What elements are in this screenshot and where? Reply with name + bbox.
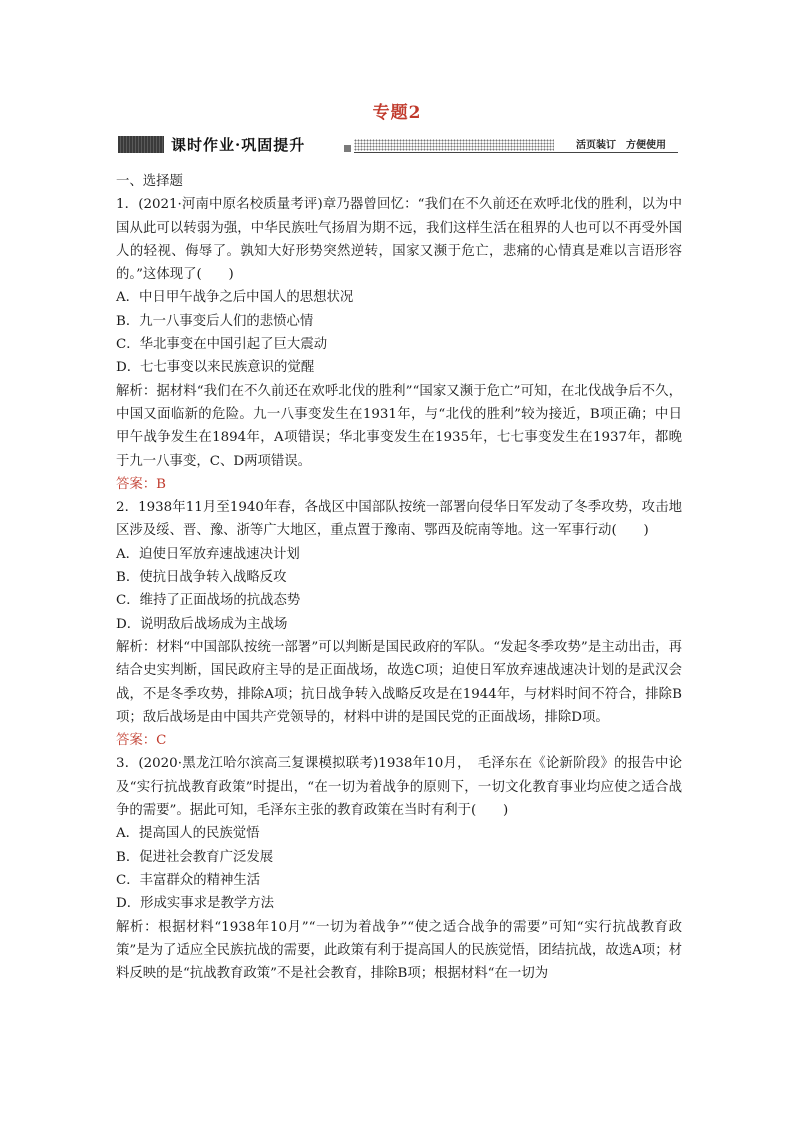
question-3-stem: 3．(2020·黑龙江哈尔滨高三复课模拟联考)1938年10月， 毛泽东在《论新阶段》的报告中论及“实行抗战教育政策”时提出，“在一切为着战争的原则下，一切文化教育事业均应使之适合战争的需要”。据此可知，毛泽东主张的教育政策在当时有利于( ) bbox=[116, 756, 682, 819]
question-1-answer: 答案：B bbox=[116, 476, 167, 492]
question-3-option-a: A．提高国人的民族觉悟 bbox=[116, 826, 260, 842]
question-1-option-b: B．九一八事变后人们的悲愤心情 bbox=[116, 313, 314, 329]
question-2-analysis: 解析：材料“中国部队按统一部署”可以判断是国民政府的军队。“发起冬季攻势”是主动出击，再结合史实判断，国民政府主导的是正面战场，故选C项；迫使日军放弃速战速决计划的是武汉会战，不是冬季攻势，排除A项；抗日战争转入战略反攻是在1944年，与材料时间不符合，排除B项；敌后战场是由中国共产党领导的，材料中讲的是国民党的正面战场，排除D项。 bbox=[116, 639, 682, 725]
question-2-answer: 答案：C bbox=[116, 733, 167, 749]
banner-label: 课时作业·巩固提升 bbox=[171, 136, 306, 154]
banner-block-decoration bbox=[118, 136, 164, 153]
banner-aside-note: 活页装订 方便使用 bbox=[576, 140, 666, 151]
question-3-analysis: 解析：根据材料“1938年10月”“一切为着战争”“使之适合战争的需要”可知“实行抗战教育政策”是为了适应全民族抗战的需要，此政策有利于提高国人的民族觉悟，团结抗战，故选A项；材料反映的是“抗战教育政策”不是社会教育，排除B项；根据材料“在一切为 bbox=[116, 919, 682, 982]
question-2-option-d: D．说明敌后战场成为主战场 bbox=[116, 616, 288, 632]
banner-rule bbox=[354, 152, 678, 153]
question-2-stem: 2．1938年11月至1940年春，各战区中国部队按统一部署向侵华日军发动了冬季攻势，攻击地区涉及绥、晋、豫、浙等广大地区，重点置于豫南、鄂西及皖南等地。这一军事行动( ) bbox=[116, 500, 682, 539]
question-3-option-b: B．促进社会教育广泛发展 bbox=[116, 849, 274, 865]
question-1-option-c: C．华北事变在中国引起了巨大震动 bbox=[116, 337, 328, 353]
question-1-stem: 1．(2021·河南中原名校质量考评)章乃器曾回忆：“我们在不久前还在欢呼北伐的胜利，以为中国从此可以转弱为强，中华民族吐气扬眉为期不远，我们这样生活在租界的人也可以不再受外国人的轻视、侮辱了。孰知大好形势突然逆转，国家又濒于危亡，悲痛的心情真是难以言语形容的。”这体现了( ) bbox=[116, 197, 682, 283]
section-heading: 一、选择题 bbox=[116, 174, 183, 189]
question-1-analysis: 解析：据材料“我们在不久前还在欢呼北伐的胜利”“国家又濒于危亡”可知，在北伐战争后不久，中国又面临新的危险。九一八事变发生在1931年，与“北伐的胜利”较为接近，B项正确；中日甲午战争发生在1894年，A项错误；华北事变发生在1935年，七七事变发生在1937年，都晚于九一八事变，C、D两项错误。 bbox=[116, 383, 682, 469]
page-title: 专题2 bbox=[372, 103, 422, 123]
banner-square-decoration bbox=[344, 145, 351, 152]
worksheet-content bbox=[116, 170, 682, 985]
section-banner bbox=[118, 133, 678, 157]
question-2-option-b: B．使抗日战争转入战略反攻 bbox=[116, 570, 287, 586]
question-3-option-d: D．形成实事求是教学方法 bbox=[116, 896, 275, 912]
question-3-option-c: C．丰富群众的精神生活 bbox=[116, 872, 261, 888]
question-2-option-c: C．维持了正面战场的抗战态势 bbox=[116, 593, 301, 609]
question-1-option-a: A．中日甲午战争之后中国人的思想状况 bbox=[116, 290, 354, 306]
question-2-option-a: A．迫使日军放弃速战速决计划 bbox=[116, 546, 300, 562]
question-1-option-d: D．七七事变以来民族意识的觉醒 bbox=[116, 360, 315, 376]
banner-dot-pattern bbox=[354, 139, 554, 151]
